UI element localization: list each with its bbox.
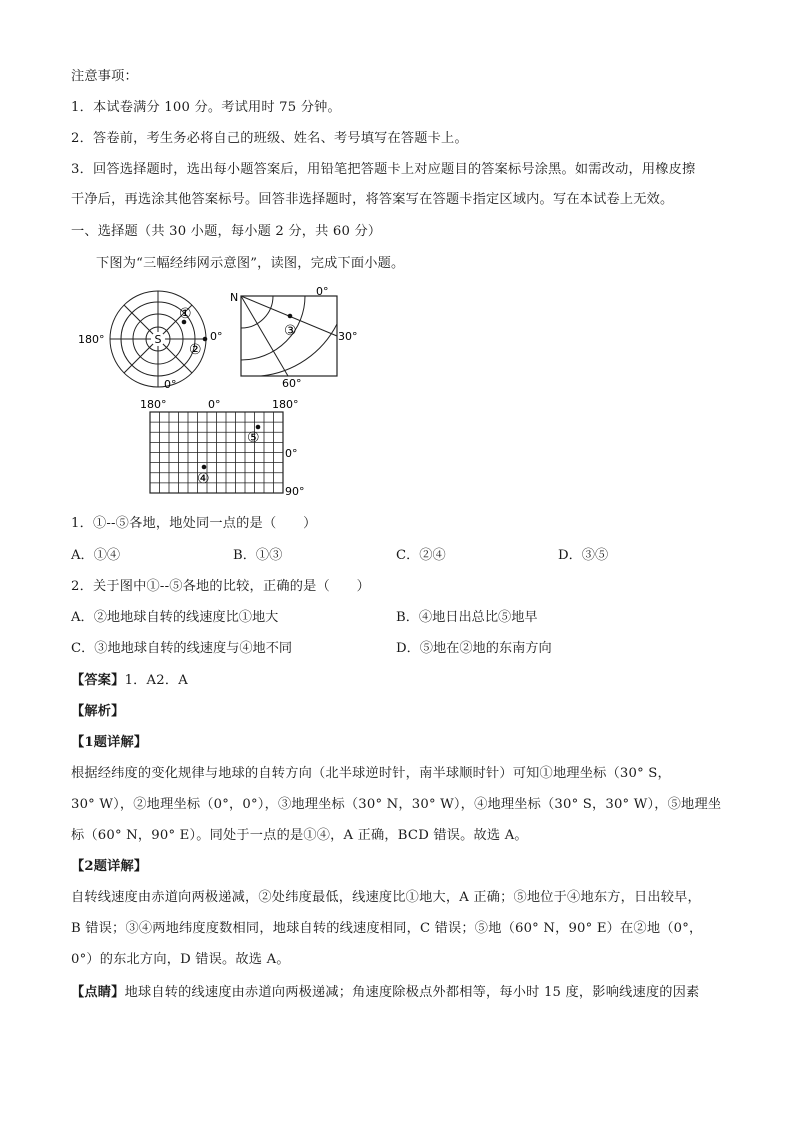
detail-1-line3: 标（60° N，90° E）。同处于一点的是①④，A 正确，BCD 错误。故选 A。 <box>71 828 528 843</box>
polar-bottom-label: 0° <box>164 378 177 391</box>
grid-top-label-2: 0° <box>208 398 221 411</box>
detail-1-line1: 根据经纬度的变化规律与地球的自转方向（北半球逆时针，南半球顺时针）可知①地理坐标（30° S， <box>71 766 671 781</box>
detail-1-tag: 【1题详解】 <box>71 735 148 750</box>
point-1-label: ① <box>179 306 192 322</box>
point-3-label: ③ <box>284 323 297 339</box>
point-5-label: ⑤ <box>247 430 260 446</box>
q2-option-b: B．④地日出总比⑤地早 <box>396 610 538 625</box>
q2-option-a: A．②地地球自转的线速度比①地大 <box>71 610 279 625</box>
q1-option-b: B．①③ <box>233 548 283 563</box>
section-heading: 一、选择题（共 30 小题，每小题 2 分，共 60 分） <box>71 224 382 239</box>
tip-line <box>71 983 754 1003</box>
detail-2-line2: B 错误；③④两地纬度度数相同，地球自转的线速度相同，C 错误；⑤地（60° N，90° E）在②地（0°， <box>71 921 703 936</box>
detail-2-line1: 自转线速度由赤道向两极递减，②处纬度最低，线速度比①地大，A 正确；⑤地位于④地东方，日出较早， <box>71 890 701 905</box>
polar-center-label: S <box>154 333 162 346</box>
q1-option-d: D．③⑤ <box>558 548 609 563</box>
polar-projection-figure <box>76 284 226 392</box>
rect-n-label: N <box>230 291 239 304</box>
rect-top-label: 0° <box>316 285 329 298</box>
rect-grid-figure <box>138 396 308 504</box>
notice-item-2: 2．答卷前，考生务必将自己的班级、姓名、考号填写在答题卡上。 <box>71 131 468 146</box>
detail-1-line2: 30° W），②地理坐标（0°，0°），③地理坐标（30° N，30° W），④地理坐标（30° S，30° W），⑤地理坐 <box>71 797 722 812</box>
answer-text: 1．A2．A <box>124 673 188 688</box>
point-2-label: ② <box>189 342 202 358</box>
grid-right-label-2: 90° <box>285 485 305 498</box>
analysis-tag: 【解析】 <box>71 704 125 719</box>
q2-option-d: D．⑤地在②地的东南方向 <box>396 641 552 656</box>
notice-title: 注意事项： <box>71 69 138 84</box>
notice-item-1: 1．本试卷满分 100 分。考试用时 75 分钟。 <box>71 100 341 115</box>
polar-right-label: 0° <box>210 330 223 343</box>
polar-left-label: 180° <box>78 333 105 346</box>
notice-item-3-line2: 干净后，再选涂其他答案标号。回答非选择题时，将答案写在答题卡指定区域内。写在本试卷上无效。 <box>71 192 674 207</box>
grid-right-label-1: 0° <box>285 447 298 460</box>
tip-text: 地球自转的线速度由赤道向两极递减；角速度除极点外都相等，每小时 15 度，影响线速度的因素 <box>124 985 700 1000</box>
answer-tag: 【答案】 <box>71 673 125 688</box>
q2-option-c: C．③地地球自转的线速度与④地不同 <box>71 641 293 656</box>
q1-stem: 1．①--⑤各地，地处同一点的是（ ） <box>71 516 317 531</box>
notice-item-3-line1: 3．回答选择题时，选出每小题答案后，用铅笔把答题卡上对应题目的答案标号涂黑。如需改动，用橡皮擦 <box>71 162 696 177</box>
quarter-grid-figure <box>228 283 364 391</box>
point-4-label: ④ <box>197 471 210 487</box>
detail-2-line3: 0°）的东北方向，D 错误。故选 A。 <box>71 952 290 967</box>
tip-tag: 【点睛】 <box>71 985 125 1000</box>
q1-option-a: A．①④ <box>71 548 121 563</box>
rect-bottom-label: 60° <box>282 377 302 390</box>
detail-2-tag: 【2题详解】 <box>71 859 148 874</box>
grid-top-label-3: 180° <box>272 398 299 411</box>
q1-option-c: C．②④ <box>396 548 446 563</box>
rect-right-label: 30° <box>338 330 358 343</box>
grid-top-label-1: 180° <box>140 398 167 411</box>
q2-stem: 2．关于图中①--⑤各地的比较，正确的是（ ） <box>71 579 371 594</box>
answer-line <box>71 671 754 691</box>
figure-intro: 下图为“三幅经纬网示意图”，读图，完成下面小题。 <box>96 256 405 271</box>
